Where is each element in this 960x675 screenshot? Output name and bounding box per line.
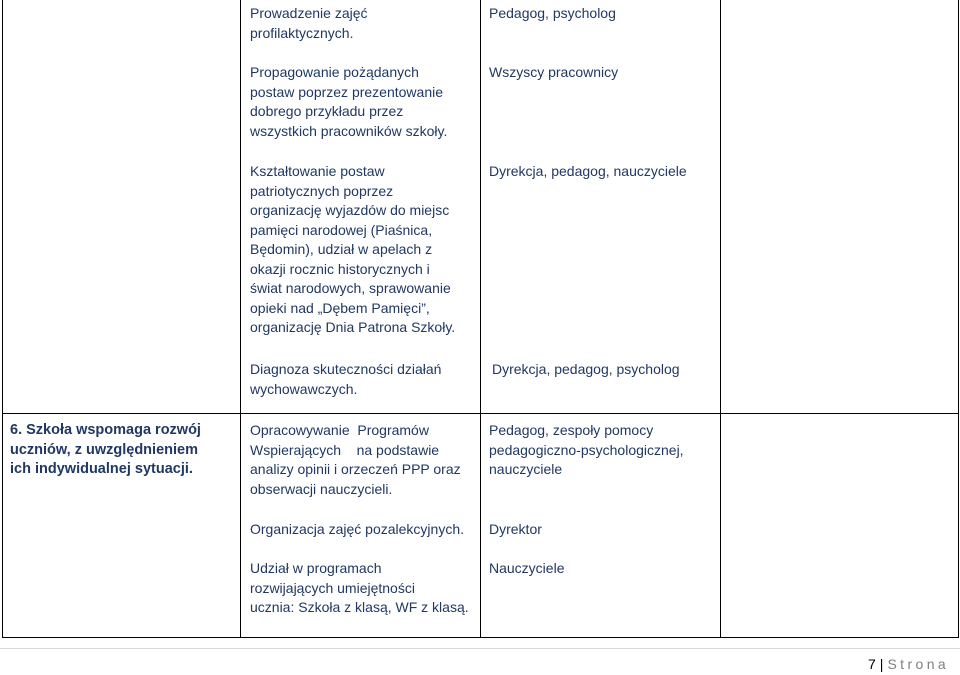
task-line: ucznia: Szkoła z klasą, WF z klasą.	[250, 599, 469, 615]
responsible-line: pedagogiczno-psychologicznej,	[489, 441, 684, 458]
table-row-divider	[2, 413, 959, 414]
task-line: profilaktycznych.	[250, 24, 354, 41]
responsible-line: Dyrektor	[489, 521, 542, 537]
table-border-left	[2, 0, 3, 638]
responsible-item	[489, 559, 564, 579]
responsible-item	[489, 421, 684, 480]
task-line: Organizacja zajęć pozalekcyjnych.	[250, 521, 464, 537]
page-word: Strona	[887, 656, 950, 672]
table-border-col1	[240, 0, 241, 638]
task-line: wychowawczych.	[250, 380, 358, 397]
task-line: okazji rocznic historycznych i	[250, 260, 430, 277]
task-item	[250, 4, 368, 43]
responsible-item	[489, 162, 687, 182]
task-line: świat narodowych, sprawowanie	[250, 280, 451, 296]
table-border-col3	[720, 0, 721, 638]
task-line: Diagnoza skuteczności działań	[250, 361, 442, 377]
responsible-item	[489, 63, 618, 83]
footer-separator: |	[879, 656, 884, 672]
task-item	[250, 421, 461, 499]
responsible-item	[489, 4, 616, 24]
task-line: dobrego przykładu przez	[250, 103, 404, 119]
footer-rule	[0, 648, 960, 649]
task-item	[250, 520, 464, 540]
task-line: Opracowywanie Programów	[250, 422, 429, 438]
responsible-line: Wszyscy pracownicy	[489, 64, 619, 80]
task-line: Prowadzenie zajęć	[250, 5, 368, 21]
task-line: wszystkich pracowników szkoły.	[250, 122, 448, 139]
table-border-right	[958, 0, 959, 638]
responsible-line: Dyrekcja, pedagog, psycholog	[492, 361, 680, 377]
task-item	[250, 162, 455, 338]
responsible-line: Nauczyciele	[489, 560, 565, 576]
page-footer	[868, 656, 949, 672]
task-line: analizy opinii i orzeczeń PPP oraz	[250, 461, 461, 477]
responsible-line: Pedagog, zespoły pomocy	[489, 422, 654, 438]
task-line: rozwijających umiejętności	[250, 579, 415, 596]
section-cell	[10, 421, 238, 480]
task-line: opieki nad „Dębem Pamięci”,	[250, 299, 430, 316]
page-number: 7	[868, 656, 876, 672]
task-item	[250, 63, 447, 141]
task-line: postaw poprzez prezentowanie	[250, 83, 444, 100]
task-item	[250, 559, 469, 618]
section-title-line: ich indywidualnej sytuacji.	[10, 461, 193, 477]
responsible-item	[492, 360, 680, 380]
task-line: Propagowanie pożądanych	[250, 64, 419, 80]
task-line: Wspierających na podstawie	[250, 441, 440, 458]
task-item	[250, 360, 441, 399]
task-line: organizację wyjazdów do miejsc	[250, 202, 450, 218]
responsible-line: Pedagog, psycholog	[489, 5, 616, 21]
task-line: patriotycznych poprzez	[250, 182, 394, 199]
section-title-line: 6. Szkoła wspomaga rozwój	[10, 422, 201, 438]
responsible-item	[489, 520, 542, 540]
table-border-col2	[480, 0, 481, 638]
responsible-line: Dyrekcja, pedagog, nauczyciele	[489, 163, 687, 179]
task-line: obserwacji nauczycieli.	[250, 480, 393, 497]
section-title-line: uczniów, z uwzględnieniem	[10, 441, 198, 458]
responsible-line: nauczyciele	[489, 461, 563, 477]
task-line: Będomin), udział w apelach z	[250, 241, 433, 257]
table-border-bottom	[2, 637, 959, 638]
task-line: pamięci narodowej (Piaśnica,	[250, 221, 433, 238]
task-line: Kształtowanie postaw	[250, 163, 385, 179]
task-line: Udział w programach	[250, 560, 382, 576]
task-line: organizację Dnia Patrona Szkoły.	[250, 319, 456, 335]
